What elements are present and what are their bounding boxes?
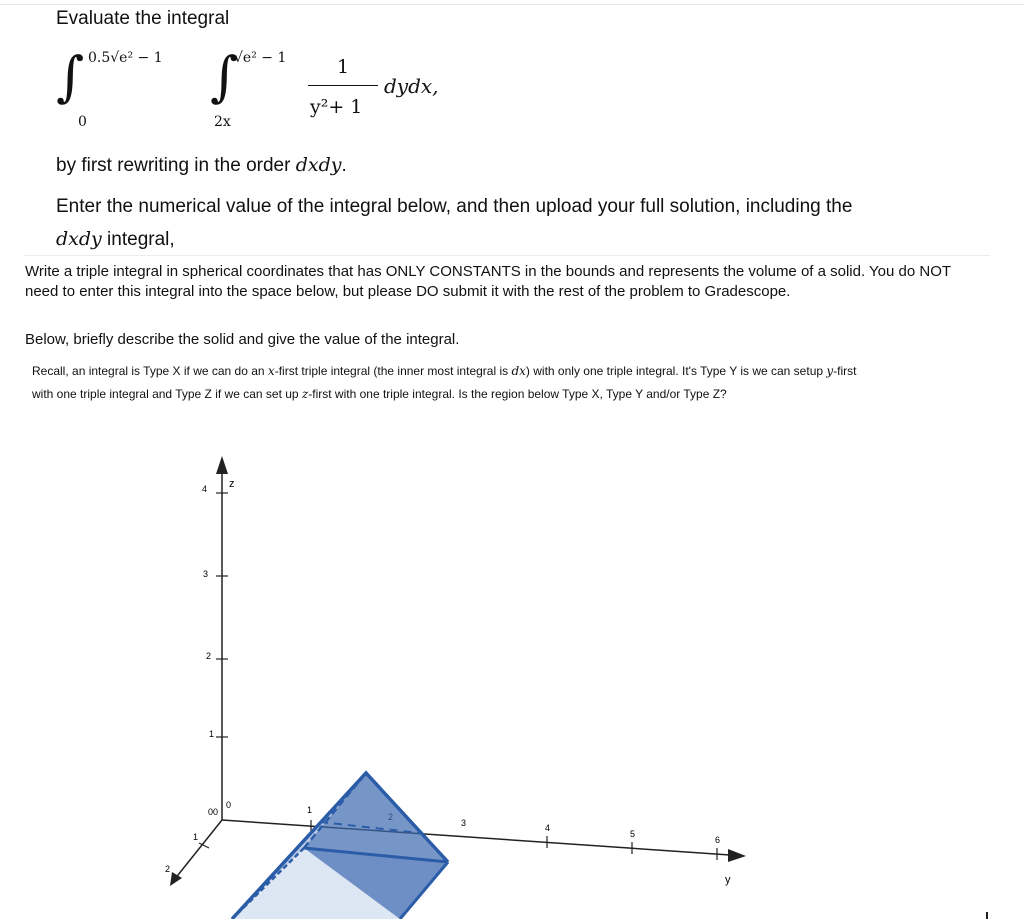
x-tick-2: 2 — [165, 864, 171, 874]
corner-mark — [986, 912, 988, 919]
integrand-numerator: 1 — [337, 56, 350, 78]
x-tick-1: 1 — [193, 832, 199, 842]
y-tick-3: 3 — [461, 818, 467, 828]
inner-lower-bound: 2x — [214, 114, 231, 130]
z-tick-2: 2 — [206, 651, 212, 661]
z-tick-1: 1 — [209, 729, 215, 739]
rewrite-instruction: by first rewriting in the order dxdy. — [56, 154, 347, 176]
origin-label-y: 0 — [226, 800, 232, 810]
problem2-describe: Below, briefly describe the solid and give the value of the integral. — [25, 331, 460, 348]
enter-instruction: Enter the numerical value of the integral below, and then upload your full solution, including the — [56, 196, 853, 217]
z-tick-4: 4 — [202, 484, 208, 494]
y-tick-4: 4 — [545, 823, 551, 833]
outer-upper-bound: 0.5√e² − 1 — [88, 50, 163, 66]
origin-label: 00 — [208, 807, 219, 817]
outer-lower-bound: 0 — [78, 114, 87, 130]
differential: dydx, — [384, 74, 439, 98]
outer-integral-sign: ∫ — [56, 45, 85, 108]
problem2-text: Write a triple integral in spherical coordinates that has ONLY CONSTANTS in the bounds and represents the volume of a solid. You do NOT need to enter this integral into the space below, but please DO submit it with the rest of the problem to Gradescope. — [25, 263, 951, 300]
y-axis-label: y — [725, 874, 731, 886]
3d-region-graph — [0, 440, 1024, 919]
inner-integral-sign: ∫ — [210, 45, 239, 108]
problem1-intro: Evaluate the integral — [56, 8, 230, 29]
y-axis-arrow — [728, 849, 746, 862]
fraction-bar — [308, 85, 378, 86]
enter-instruction-cont: dxdy integral, — [56, 228, 175, 250]
y-tick-6: 6 — [715, 835, 721, 845]
top-divider — [0, 4, 1024, 5]
integrand-denominator: y²+ 1 — [310, 96, 363, 118]
z-axis-label: z — [229, 478, 235, 490]
y-tick-1: 1 — [307, 805, 313, 815]
section-divider — [24, 255, 990, 256]
inner-upper-bound: √e² − 1 — [234, 50, 287, 66]
y-tick-5: 5 — [630, 829, 636, 839]
z-axis-arrow — [216, 456, 228, 474]
x-axis-arrow — [170, 872, 182, 886]
x-axis — [174, 820, 222, 880]
problem3-text: Recall, an integral is Type X if we can do an x-first triple integral (the inner most integral is dx) with only one triple integral. It's Type Y is we can setup y-first with one triple integral and Type Z if we can set up z-first with one triple integral. Is the region below Type X, Type Y and/or Type Z? — [32, 364, 857, 401]
double-integral — [56, 46, 476, 136]
z-tick-3: 3 — [203, 569, 209, 579]
